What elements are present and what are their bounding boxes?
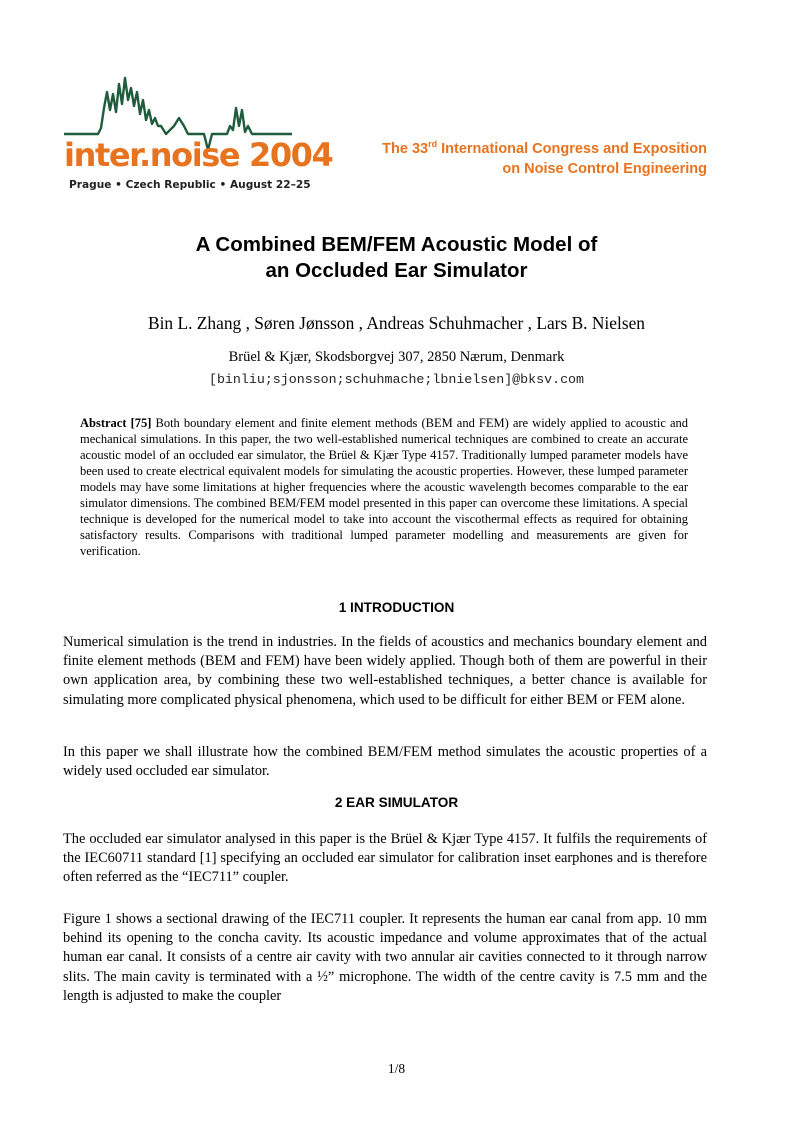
- congress-line-2: on Noise Control Engineering: [502, 161, 707, 177]
- abstract-text: Both boundary element and finite element methods (BEM and FEM) are widely applied to acoustic and mechanical simulations. In this paper, the two well-established numerical techniques are combined to create an accurate acoustic model of an occluded ear simulator, the Brüel & Kjær Type 4157. Traditionally lumped parameter models have been used to create electrical equivalent models for simulating the acoustic properties. However, these lumped parameter models may have some limitations at higher frequencies where the acoustic wavelength becomes comparable to the ear simulator dimensions. The combined BEM/FEM model presented in this paper can overcome these limitations. A special technique is developed for the numerical model to take into account the viscothermal effects as required for obtaining satisfactory results. Comparisons with traditional lumped parameter modelling and measurements are given for verification.: [80, 416, 688, 559]
- author-list: Bin L. Zhang , Søren Jønsson , Andreas Schuhmacher , Lars B. Nielsen: [148, 313, 645, 333]
- ear-simulator-paragraph-2: Figure 1 shows a sectional drawing of the IEC711 coupler. It represents the human ear canal from app. 10 mm behind its opening to the concha cavity. Its acoustic impedance and volume approximates that of the actual human ear canal. It consists of a centre air cavity with two annular air cavities connected to it through narrow slits. The main cavity is terminated with a ½” microphone. The width of the centre cavity is 7.5 mm and the length is adjusted to make the coupler: [63, 911, 707, 1004]
- ear-simulator-paragraph-1: The occluded ear simulator analysed in this paper is the Brüel & Kjær Type 4157. It fulfils the requirements of the IEC60711 standard [1] specifying an occluded ear simulator for calibration inset earphones and is therefore often referred as the “IEC711” coupler.: [63, 831, 707, 886]
- skyline-line-icon: [62, 70, 294, 194]
- congress-line-1: The 33rd International Congress and Exposition: [382, 139, 707, 157]
- logo-wordmark: inter.noise 2004: [64, 136, 333, 174]
- title-line-1: A Combined BEM/FEM Acoustic Model of: [195, 233, 598, 256]
- intro-paragraph-1: Numerical simulation is the trend in industries. In the fields of acoustics and mechanics boundary element and finite element methods (BEM and FEM) have been widely applied. Though both of them are powerful in their own application area, by combining these two well-established techniques, a better chance is available for simulating more complicated physical phenomena, which used to be difficult for either BEM or FEM alone.: [63, 634, 707, 708]
- abstract-label: Abstract [75]: [80, 416, 152, 430]
- paper-title: [0, 232, 793, 284]
- ordinal-suffix: rd: [428, 139, 438, 149]
- intro-paragraph-2: In this paper we shall illustrate how the combined BEM/FEM method simulates the acoustic properties of a widely used occluded ear simulator.: [63, 744, 707, 780]
- section-heading-introduction: 1 INTRODUCTION: [338, 600, 455, 615]
- email-addresses: [binliu;sjonsson;schuhmache;lbnielsen]@bksv.com: [208, 372, 585, 387]
- affiliation: Brüel & Kjær, Skodsborgvej 307, 2850 Nærum, Denmark: [228, 349, 565, 365]
- internoise-logo: [62, 70, 333, 194]
- abstract: [80, 415, 688, 559]
- congress-title: [382, 139, 707, 179]
- logo-tagline: Prague • Czech Republic • August 22–25: [69, 179, 311, 191]
- section-heading-ear-simulator: 2 EAR SIMULATOR: [334, 795, 459, 810]
- title-line-2: an Occluded Ear Simulator: [265, 259, 528, 282]
- page-number: 1/8: [387, 1061, 406, 1076]
